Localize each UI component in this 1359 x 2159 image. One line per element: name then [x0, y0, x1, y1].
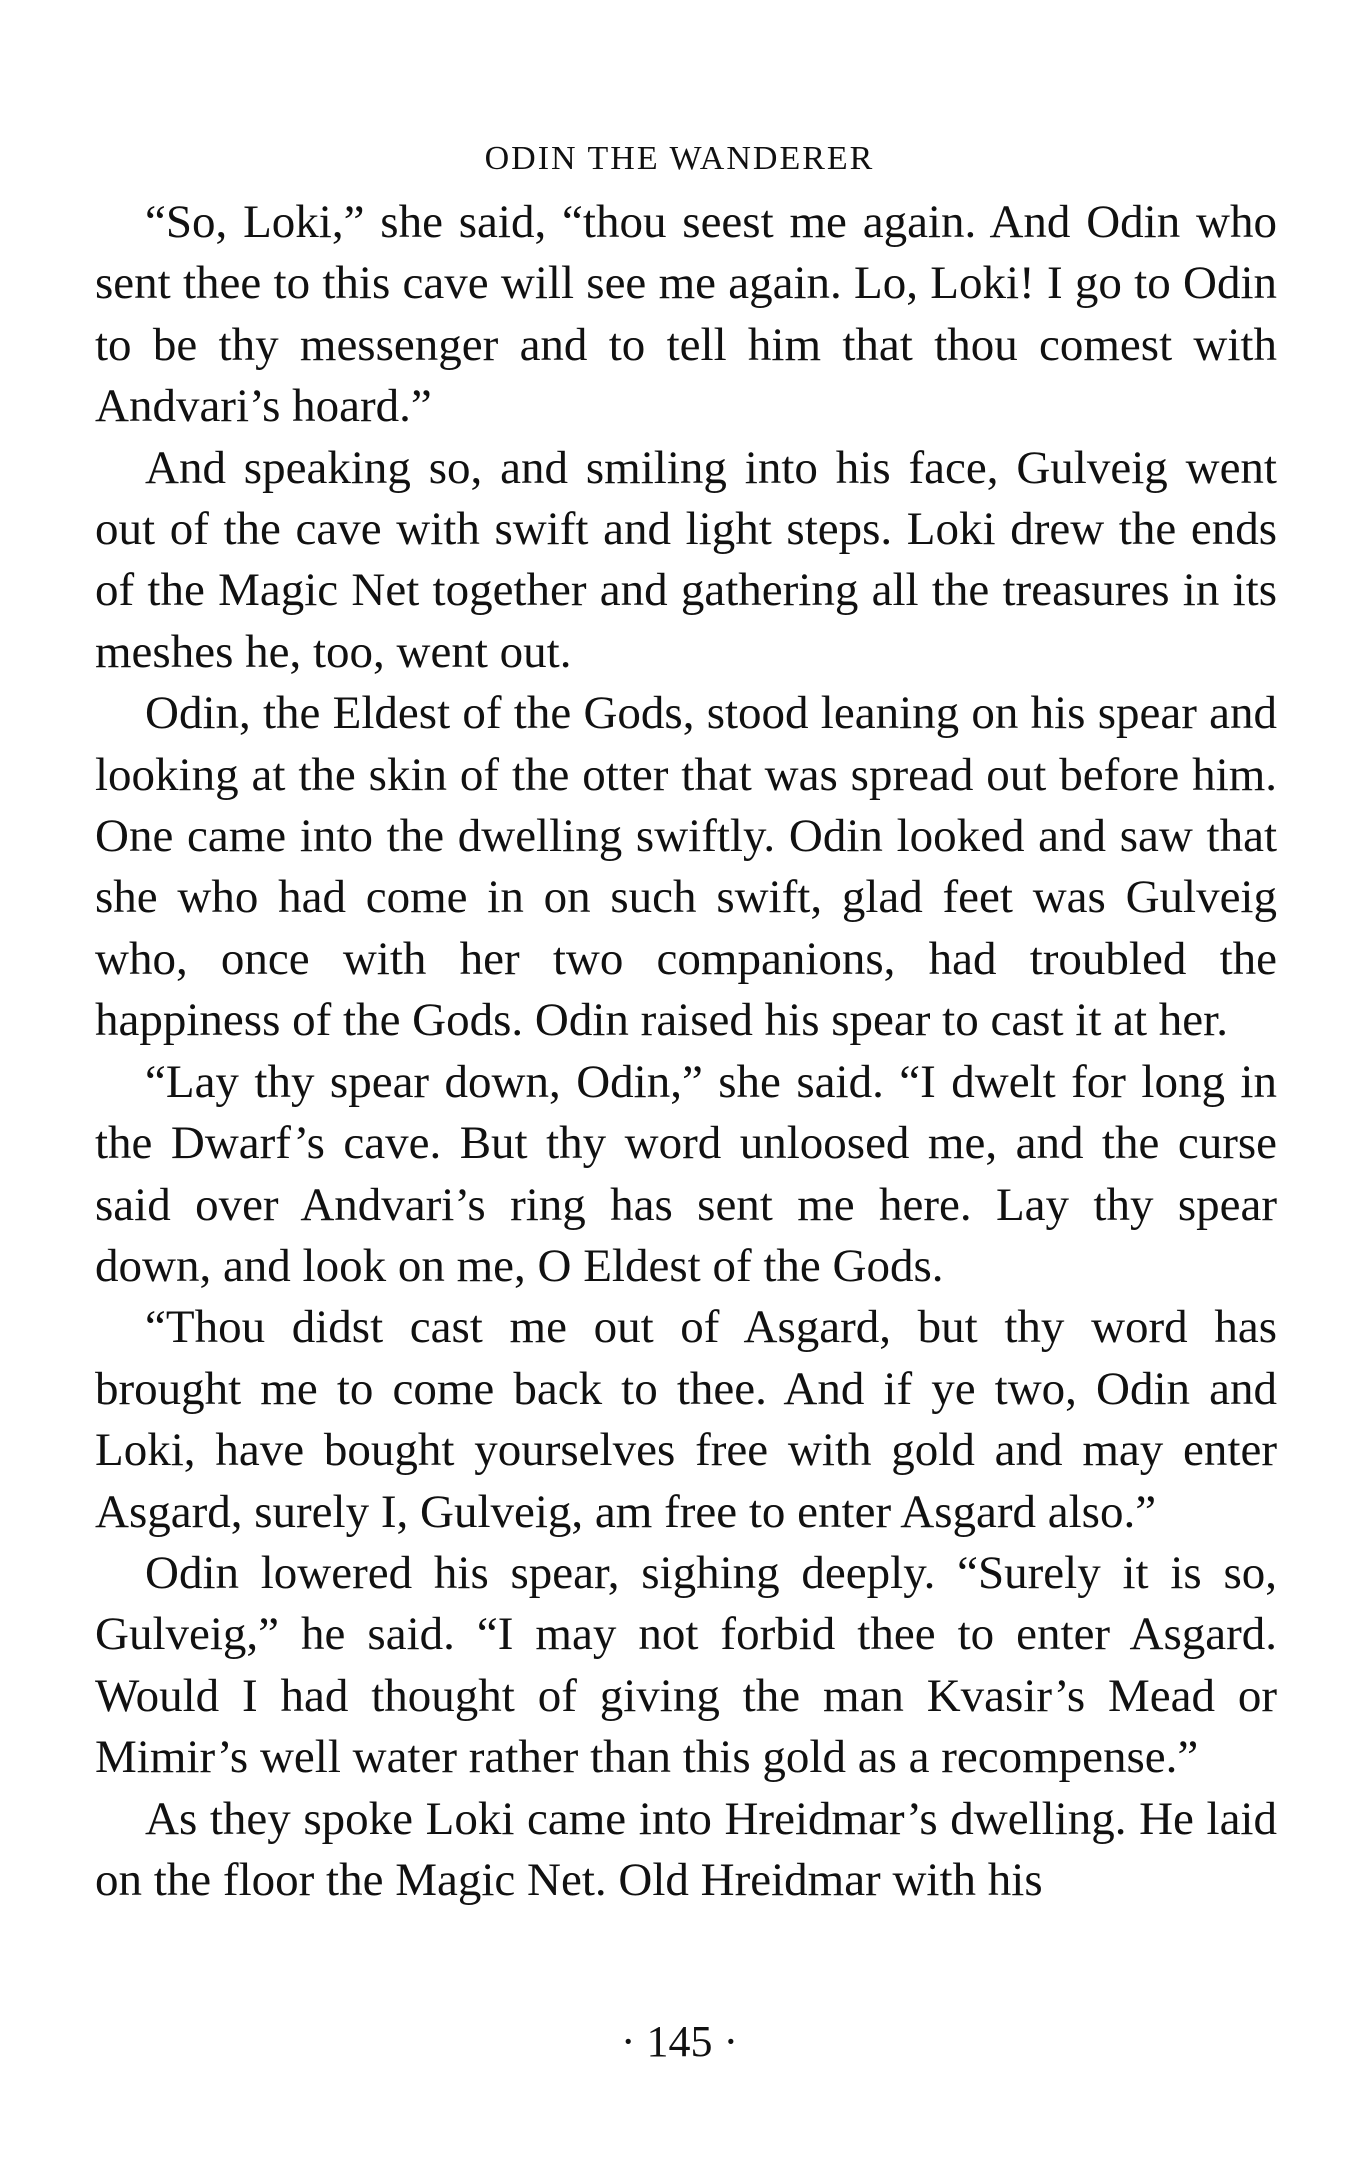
paragraph: Odin, the Eldest of the Gods, stood leaning on his spear and looking at the skin of the otter that was spread out before him. One came into the dwelling swiftly. Odin looked and saw that she who had come in on such swift, glad feet was Gulveig who, once with her two companions, had troubled the happiness of the Gods. Odin raised his spear to cast it at her. [95, 687, 1277, 1047]
paragraph: And speaking so, and smiling into his face, Gulveig went out of the cave with swift and light steps. Loki drew the ends of the Magic Net together and gathering all the treasures in its meshes he, too, went out. [95, 441, 1277, 678]
paragraph: As they spoke Loki came into Hreidmar’s dwelling. He laid on the floor the Magic Net. Old Hreidmar with his [95, 1792, 1277, 1906]
paragraph: “Thou didst cast me out of Asgard, but thy word has brought me to come back to thee. And if ye two, Odin and Loki, have bought yourselves free with gold and may enter Asgard, surely I, Gulveig, am free to enter Asgard also.” [95, 1301, 1277, 1538]
running-head: ODIN THE WANDERER [484, 140, 875, 177]
paragraph: Odin lowered his spear, sighing deeply. “Surely it is so, Gulveig,” he said. “I may not forbid thee to enter Asgard. Would I had thought of giving the man Kvasir’s Mead or Mimir’s well water rather than this gold as a recompense.” [95, 1546, 1277, 1784]
paragraph: “So, Loki,” she said, “thou seest me again. And Odin who sent thee to this cave will see me again. Lo, Loki! I go to Odin to be thy messenger and to tell him that thou comest with Andvari’s hoard.” [95, 196, 1277, 433]
page-number: · 145 · [620, 2017, 739, 2066]
body-text [95, 192, 1277, 1911]
paragraph: “Lay thy spear down, Odin,” she said. “I dwelt for long in the Dwarf’s cave. But thy word unloosed me, and the curse said over Andvari’s ring has sent me here. Lay thy spear down, and look on me, O Eldest of the Gods. [95, 1055, 1277, 1292]
